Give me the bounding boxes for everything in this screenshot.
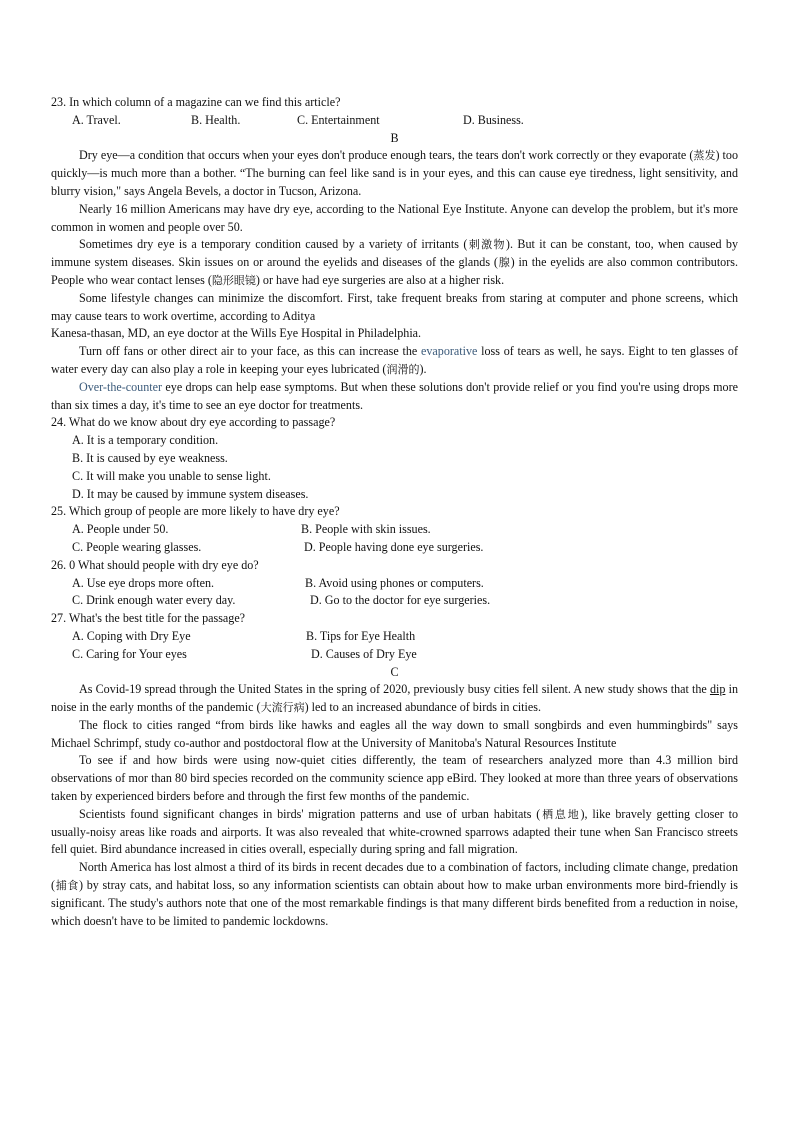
passage-c-paragraph-5: North America has lost almost a third of its birds in recent decades due to a combination of factors, including climate change, predation (捕食) by stray cats, and habitat loss, so any information scientists can obtain about how to make urban environments more bird-friendly is significant. The study's authors note that one of the most remarkable findings is that many different birds benefited from a reduction in noise, which doesn't have to be limited to pandemic lockdowns.: [51, 860, 739, 928]
question-25-stem: 25. Which group of people are more likely to have dry eye?: [51, 504, 340, 519]
passage-b-paragraph-5: Turn off fans or other direct air to your face, as this can increase the evaporative loss of tears as well, he says. Eight to ten glasses of water every day can also play a role in keeping your eyes lubricated (润滑的).: [51, 344, 738, 376]
passage-b-paragraph-6: Over-the-counter eye drops can help ease symptoms. But when these solutions don't provide relief or you find you're using drops more than six times a day, it's time to see an eye doctor for treatments.: [51, 379, 738, 412]
question-27-stem: 27. What's the best title for the passage?: [51, 611, 246, 626]
passage-b-paragraph-4: Some lifestyle changes can minimize the discomfort. First, take frequent breaks from staring at computer and phone screens, which may cause tears to work overtime, according to Aditya: [51, 290, 738, 323]
passage-c-paragraph-2: The flock to cities ranged “from birds like hawks and eagles all the way down to small songbirds and even hummingbirds" says Michael Schrimpf, study co-author and postdoctoral flow at the University of Manitoba's Natural Resources Institute: [51, 717, 738, 750]
option-26-c: C. Drink enough water every day.: [72, 593, 236, 608]
question-26-options-row-2: [51, 592, 738, 610]
option-27-b: B. Tips for Eye Health: [306, 628, 416, 643]
question-27-options-row-1: [51, 628, 738, 646]
option-23-a: A. Travel.: [72, 112, 121, 127]
option-26-a: A. Use eye drops more often.: [72, 575, 215, 590]
passage-b-paragraph-4-continued: Kanesa-thasan, MD, an eye doctor at the Wills Eye Hospital in Philadelphia.: [51, 326, 422, 341]
option-25-d: D. People having done eye surgeries.: [304, 539, 484, 554]
section-b-label: B: [390, 130, 399, 145]
passage-c-paragraph-4: Scientists found significant changes in birds' migration patterns and use of urban habitats (栖息地), like bravely getting closer to usually-noisy areas like roads and airports. It was also revealed that white-crowned sparrows adapted their tune when San Francisco streets fell quiet. Bird abundance increased in cities overall, especially during spring and fall migration.: [51, 806, 739, 857]
passage-c-paragraph-1: As Covid-19 spread through the United States in the spring of 2020, previously busy cities fell silent. A new study shows that the dip in noise in the early months of the pandemic (大流行病) led to an increased abundance of birds in cities.: [51, 682, 738, 715]
option-27-d: D. Causes of Dry Eye: [311, 646, 417, 661]
option-26-d: D. Go to the doctor for eye surgeries.: [310, 593, 491, 608]
option-23-d: D. Business.: [463, 112, 524, 127]
option-24-c: C. It will make you unable to sense light.: [72, 468, 271, 483]
passage-c-paragraph-3: To see if and how birds were using now-quiet cities differently, the team of researchers analyzed more than 4.3 million bird observations of mor than 80 bird species recorded on the community science app eBird. They looked at more than three years of observations taken by experienced birders before and through the first few months of the pandemic.: [51, 753, 738, 804]
passage-b-paragraph-1: Dry eye—a condition that occurs when your eyes don't produce enough tears, the tears don't work correctly or they evaporate (蒸发) too quickly—is much more than a bother. “The burning can feel like sand is in your eyes, and this can cause eye tiredness, light sensitivity, and blurry vision," says Angela Bevels, a doctor in Tucson, Arizona.: [51, 148, 738, 198]
question-27-options-row-2: [51, 646, 738, 664]
question-25-options-row-1: [51, 521, 738, 539]
option-23-b: B. Health.: [191, 112, 241, 127]
option-25-a: A. People under 50.: [72, 522, 169, 537]
question-24-stem: 24. What do we know about dry eye according to passage?: [51, 415, 336, 430]
question-26-options-row-1: [51, 575, 738, 593]
option-27-a: A. Coping with Dry Eye: [72, 628, 191, 643]
option-25-b: B. People with skin issues.: [301, 522, 431, 537]
passage-b-paragraph-3: Sometimes dry eye is a temporary condition caused by a variety of irritants (刺激物). But it can be constant, too, when caused by immune system diseases. Skin issues on or around the eyelids and diseases of the glands (腺) in the eyelids are also common contributors. People who wear contact lenses (隐形眼镜) or have had eye surgeries are also at a higher risk.: [51, 237, 738, 287]
question-25-options-row-2: [51, 539, 738, 557]
option-25-c: C. People wearing glasses.: [72, 539, 202, 554]
option-24-b: B. It is caused by eye weakness.: [72, 450, 228, 465]
section-c-label: C: [390, 664, 399, 679]
option-27-c: C. Caring for Your eyes: [72, 646, 187, 661]
option-24-d: D. It may be caused by immune system diseases.: [72, 486, 309, 501]
question-23-stem: 23. In which column of a magazine can we find this article?: [51, 95, 341, 109]
question-26-stem: 26. 0 What should people with dry eye do?: [51, 557, 259, 572]
option-24-a: A. It is a temporary condition.: [72, 433, 219, 448]
passage-b-paragraph-2: Nearly 16 million Americans may have dry eye, according to the National Eye Institute. Anyone can develop the problem, but it's more common in women and people over 50.: [51, 201, 738, 234]
option-23-c: C. Entertainment: [297, 112, 380, 127]
question-23-options: [51, 112, 738, 130]
exam-page: [51, 94, 738, 930]
option-26-b: B. Avoid using phones or computers.: [305, 575, 484, 590]
